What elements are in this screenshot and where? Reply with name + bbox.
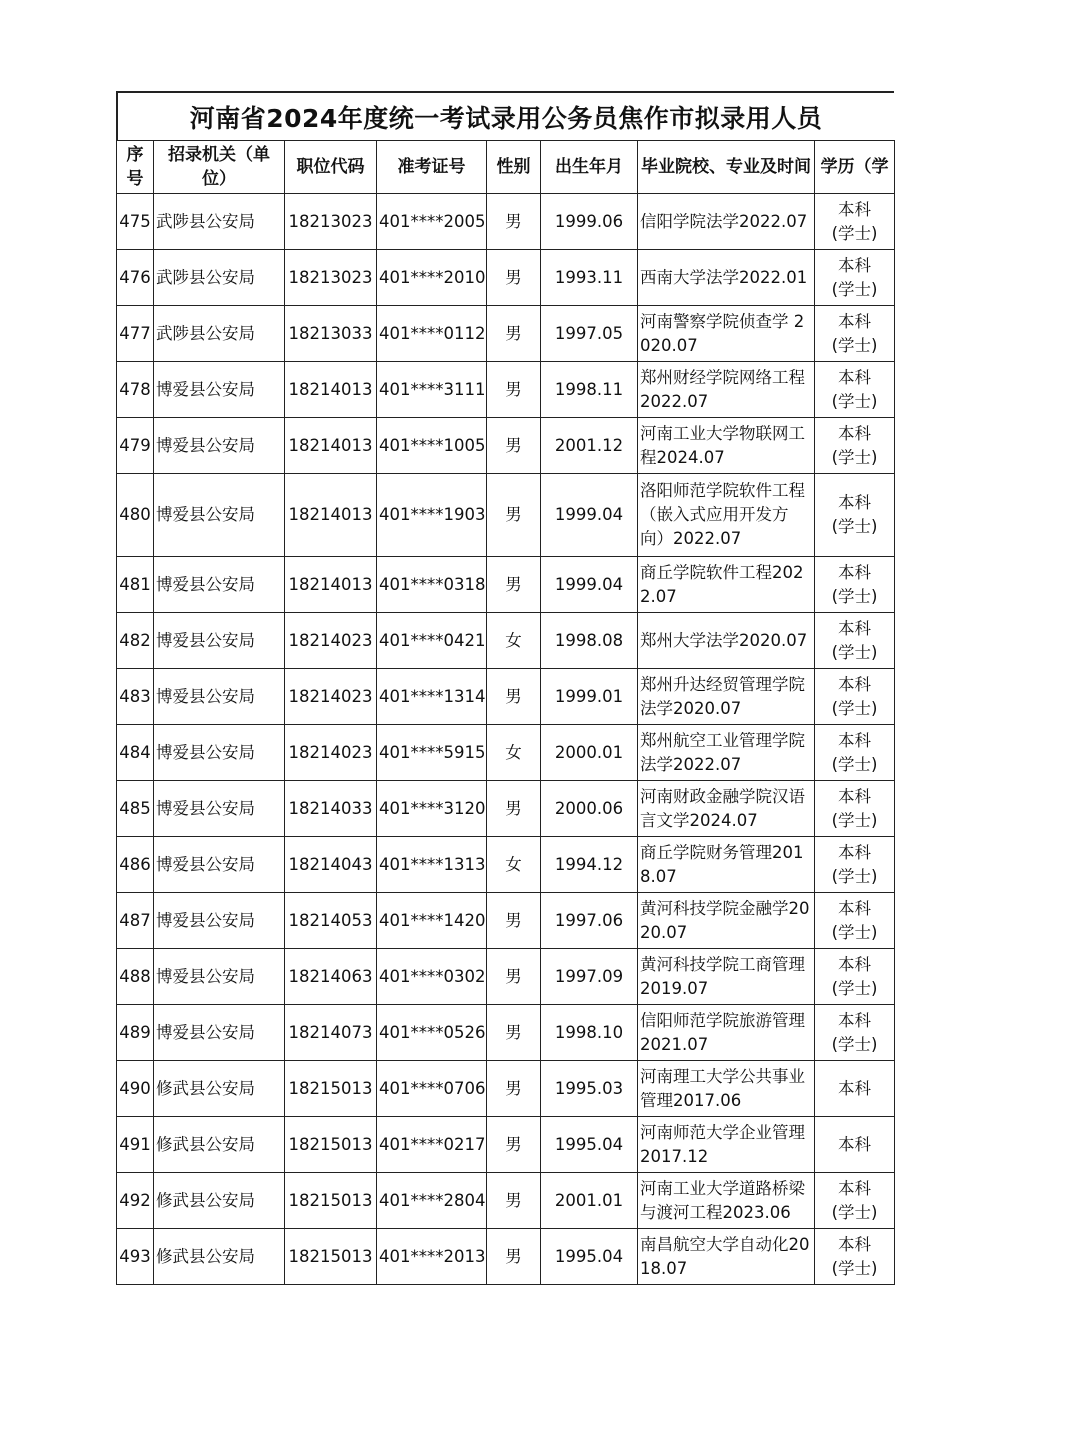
cell-gender: 男 xyxy=(487,949,541,1005)
header-row xyxy=(117,141,895,194)
cell-seq: 481 xyxy=(117,557,154,613)
cell-exam-id: 401****2804 xyxy=(377,1173,487,1229)
cell-agency: 修武县公安局 xyxy=(154,1061,285,1117)
cell-birth: 1997.05 xyxy=(541,306,638,362)
cell-education xyxy=(815,1117,895,1173)
table-body xyxy=(117,194,895,1285)
cell-seq: 476 xyxy=(117,250,154,306)
table-row xyxy=(117,725,895,781)
cell-birth: 1997.09 xyxy=(541,949,638,1005)
cell-gender: 男 xyxy=(487,418,541,474)
cell-birth: 1995.04 xyxy=(541,1117,638,1173)
cell-agency: 博爱县公安局 xyxy=(154,837,285,893)
cell-exam-id: 401****0421 xyxy=(377,613,487,669)
cell-seq: 484 xyxy=(117,725,154,781)
header-agency: 招录机关（单位） xyxy=(154,141,285,194)
cell-agency: 博爱县公安局 xyxy=(154,781,285,837)
cell-education xyxy=(815,781,895,837)
cell-seq: 486 xyxy=(117,837,154,893)
cell-seq: 482 xyxy=(117,613,154,669)
cell-education xyxy=(815,893,895,949)
cell-school: 西南大学法学2022.01 xyxy=(638,250,815,306)
cell-agency: 武陟县公安局 xyxy=(154,306,285,362)
cell-exam-id: 401****0706 xyxy=(377,1061,487,1117)
cell-school: 郑州航空工业管理学院法学2022.07 xyxy=(638,725,815,781)
cell-exam-id: 401****0112 xyxy=(377,306,487,362)
cell-school: 河南财政金融学院汉语言文学2024.07 xyxy=(638,781,815,837)
table-row xyxy=(117,1117,895,1173)
cell-gender: 男 xyxy=(487,250,541,306)
cell-code: 18214013 xyxy=(285,362,377,418)
cell-seq: 487 xyxy=(117,893,154,949)
cell-gender: 男 xyxy=(487,362,541,418)
cell-school: 河南理工大学公共事业管理2017.06 xyxy=(638,1061,815,1117)
cell-seq: 490 xyxy=(117,1061,154,1117)
cell-birth: 1998.08 xyxy=(541,613,638,669)
header-school: 毕业院校、专业及时间 xyxy=(638,141,815,194)
cell-code: 18213033 xyxy=(285,306,377,362)
header-code: 职位代码 xyxy=(285,141,377,194)
cell-gender: 男 xyxy=(487,1173,541,1229)
cell-birth: 2001.12 xyxy=(541,418,638,474)
cell-education xyxy=(815,557,895,613)
cell-education xyxy=(815,613,895,669)
table-row xyxy=(117,1229,895,1285)
cell-seq: 478 xyxy=(117,362,154,418)
cell-school: 信阳学院法学2022.07 xyxy=(638,194,815,250)
cell-gender: 男 xyxy=(487,474,541,557)
cell-code: 18213023 xyxy=(285,250,377,306)
cell-code: 18215013 xyxy=(285,1173,377,1229)
education-degree: 本科 xyxy=(838,898,871,918)
cell-gender: 男 xyxy=(487,194,541,250)
cell-birth: 1994.12 xyxy=(541,837,638,893)
cell-gender: 男 xyxy=(487,893,541,949)
cell-birth: 1993.11 xyxy=(541,250,638,306)
cell-school: 河南师范大学企业管理2017.12 xyxy=(638,1117,815,1173)
cell-code: 18213023 xyxy=(285,194,377,250)
cell-agency: 博爱县公安局 xyxy=(154,669,285,725)
cell-seq: 489 xyxy=(117,1005,154,1061)
cell-code: 18214023 xyxy=(285,669,377,725)
cell-education xyxy=(815,1173,895,1229)
cell-education xyxy=(815,669,895,725)
education-degree: 本科 xyxy=(838,423,871,443)
cell-school: 信阳师范学院旅游管理2021.07 xyxy=(638,1005,815,1061)
cell-school: 郑州升达经贸管理学院法学2020.07 xyxy=(638,669,815,725)
table-row xyxy=(117,194,895,250)
education-degree: 本科 xyxy=(838,618,871,638)
cell-agency: 博爱县公安局 xyxy=(154,1005,285,1061)
roster-sheet xyxy=(116,91,894,1285)
cell-education xyxy=(815,418,895,474)
cell-school: 黄河科技学院工商管理2019.07 xyxy=(638,949,815,1005)
table-row xyxy=(117,1005,895,1061)
cell-code: 18215013 xyxy=(285,1117,377,1173)
education-degree: 本科 xyxy=(838,1078,871,1098)
cell-birth: 1999.01 xyxy=(541,669,638,725)
cell-school: 河南工业大学物联网工程2024.07 xyxy=(638,418,815,474)
cell-agency: 博爱县公安局 xyxy=(154,557,285,613)
cell-exam-id: 401****1903 xyxy=(377,474,487,557)
cell-code: 18214023 xyxy=(285,725,377,781)
cell-school: 商丘学院软件工程2022.07 xyxy=(638,557,815,613)
cell-agency: 博爱县公安局 xyxy=(154,418,285,474)
education-title: (学士) xyxy=(831,922,878,942)
cell-seq: 477 xyxy=(117,306,154,362)
education-title: (学士) xyxy=(831,698,878,718)
table-row xyxy=(117,669,895,725)
education-degree: 本科 xyxy=(838,674,871,694)
cell-education xyxy=(815,1005,895,1061)
education-degree: 本科 xyxy=(838,1178,871,1198)
cell-agency: 武陟县公安局 xyxy=(154,194,285,250)
education-title: (学士) xyxy=(831,279,878,299)
cell-exam-id: 401****1420 xyxy=(377,893,487,949)
table-row xyxy=(117,306,895,362)
cell-birth: 1999.06 xyxy=(541,194,638,250)
cell-agency: 武陟县公安局 xyxy=(154,250,285,306)
education-degree: 本科 xyxy=(838,730,871,750)
cell-code: 18214073 xyxy=(285,1005,377,1061)
cell-school: 黄河科技学院金融学2020.07 xyxy=(638,893,815,949)
table-row xyxy=(117,250,895,306)
education-degree: 本科 xyxy=(838,1234,871,1254)
cell-exam-id: 401****1314 xyxy=(377,669,487,725)
cell-code: 18214013 xyxy=(285,418,377,474)
cell-birth: 1999.04 xyxy=(541,474,638,557)
education-title: (学士) xyxy=(831,1258,878,1278)
cell-birth: 1997.06 xyxy=(541,893,638,949)
cell-birth: 2000.01 xyxy=(541,725,638,781)
table-row xyxy=(117,474,895,557)
education-title: (学士) xyxy=(831,586,878,606)
cell-school: 河南警察学院侦查学 2020.07 xyxy=(638,306,815,362)
cell-education xyxy=(815,1061,895,1117)
cell-gender: 女 xyxy=(487,837,541,893)
cell-exam-id: 401****1313 xyxy=(377,837,487,893)
table-row xyxy=(117,1061,895,1117)
education-title: (学士) xyxy=(831,866,878,886)
cell-gender: 男 xyxy=(487,669,541,725)
header-education: 学历（学 xyxy=(815,141,895,194)
table-row xyxy=(117,1173,895,1229)
cell-exam-id: 401****2010 xyxy=(377,250,487,306)
cell-education xyxy=(815,837,895,893)
cell-code: 18214013 xyxy=(285,474,377,557)
cell-school: 洛阳师范学院软件工程（嵌入式应用开发方向）2022.07 xyxy=(638,474,815,557)
cell-birth: 1995.04 xyxy=(541,1229,638,1285)
cell-gender: 女 xyxy=(487,613,541,669)
education-degree: 本科 xyxy=(838,367,871,387)
cell-education xyxy=(815,362,895,418)
header-gender: 性别 xyxy=(487,141,541,194)
cell-exam-id: 401****0318 xyxy=(377,557,487,613)
education-degree: 本科 xyxy=(838,1134,871,1154)
cell-agency: 博爱县公安局 xyxy=(154,949,285,1005)
cell-exam-id: 401****0526 xyxy=(377,1005,487,1061)
header-birth: 出生年月 xyxy=(541,141,638,194)
cell-exam-id: 401****2005 xyxy=(377,194,487,250)
cell-education xyxy=(815,474,895,557)
cell-education xyxy=(815,194,895,250)
cell-agency: 修武县公安局 xyxy=(154,1229,285,1285)
cell-school: 商丘学院财务管理2018.07 xyxy=(638,837,815,893)
cell-gender: 男 xyxy=(487,557,541,613)
cell-education xyxy=(815,306,895,362)
table-row xyxy=(117,362,895,418)
education-degree: 本科 xyxy=(838,199,871,219)
education-title: (学士) xyxy=(831,223,878,243)
cell-seq: 475 xyxy=(117,194,154,250)
cell-seq: 479 xyxy=(117,418,154,474)
header-exam-id: 准考证号 xyxy=(377,141,487,194)
table-row xyxy=(117,837,895,893)
education-degree: 本科 xyxy=(838,786,871,806)
cell-agency: 修武县公安局 xyxy=(154,1117,285,1173)
cell-school: 郑州财经学院网络工程2022.07 xyxy=(638,362,815,418)
cell-exam-id: 401****5915 xyxy=(377,725,487,781)
cell-seq: 480 xyxy=(117,474,154,557)
cell-education xyxy=(815,250,895,306)
cell-code: 18214063 xyxy=(285,949,377,1005)
header-seq: 序号 xyxy=(117,141,154,194)
cell-code: 18214013 xyxy=(285,557,377,613)
cell-birth: 2001.01 xyxy=(541,1173,638,1229)
cell-birth: 1995.03 xyxy=(541,1061,638,1117)
cell-birth: 1999.04 xyxy=(541,557,638,613)
cell-birth: 2000.06 xyxy=(541,781,638,837)
page-title: 河南省2024年度统一考试录用公务员焦作市拟录用人员 xyxy=(116,91,894,140)
cell-exam-id: 401****0217 xyxy=(377,1117,487,1173)
education-degree: 本科 xyxy=(838,954,871,974)
cell-education xyxy=(815,949,895,1005)
cell-school: 南昌航空大学自动化2018.07 xyxy=(638,1229,815,1285)
cell-seq: 491 xyxy=(117,1117,154,1173)
cell-gender: 女 xyxy=(487,725,541,781)
cell-gender: 男 xyxy=(487,781,541,837)
cell-exam-id: 401****1005 xyxy=(377,418,487,474)
cell-seq: 488 xyxy=(117,949,154,1005)
table-row xyxy=(117,613,895,669)
cell-code: 18215013 xyxy=(285,1229,377,1285)
cell-education xyxy=(815,725,895,781)
cell-code: 18215013 xyxy=(285,1061,377,1117)
cell-birth: 1998.10 xyxy=(541,1005,638,1061)
education-degree: 本科 xyxy=(838,255,871,275)
cell-code: 18214043 xyxy=(285,837,377,893)
cell-gender: 男 xyxy=(487,1117,541,1173)
cell-agency: 博爱县公安局 xyxy=(154,362,285,418)
table-row xyxy=(117,949,895,1005)
education-title: (学士) xyxy=(831,335,878,355)
cell-agency: 博爱县公安局 xyxy=(154,474,285,557)
education-title: (学士) xyxy=(831,754,878,774)
table-row xyxy=(117,893,895,949)
cell-seq: 485 xyxy=(117,781,154,837)
cell-exam-id: 401****3111 xyxy=(377,362,487,418)
cell-exam-id: 401****0302 xyxy=(377,949,487,1005)
cell-code: 18214053 xyxy=(285,893,377,949)
cell-school: 河南工业大学道路桥梁与渡河工程2023.06 xyxy=(638,1173,815,1229)
cell-gender: 男 xyxy=(487,1229,541,1285)
education-title: (学士) xyxy=(831,447,878,467)
cell-agency: 博爱县公安局 xyxy=(154,725,285,781)
cell-exam-id: 401****3120 xyxy=(377,781,487,837)
cell-gender: 男 xyxy=(487,306,541,362)
cell-education xyxy=(815,1229,895,1285)
education-title: (学士) xyxy=(831,642,878,662)
cell-seq: 492 xyxy=(117,1173,154,1229)
education-title: (学士) xyxy=(831,517,878,536)
education-degree: 本科 xyxy=(838,311,871,331)
cell-seq: 493 xyxy=(117,1229,154,1285)
table-row xyxy=(117,557,895,613)
table-row xyxy=(117,418,895,474)
education-title: (学士) xyxy=(831,978,878,998)
cell-agency: 博爱县公安局 xyxy=(154,893,285,949)
education-degree: 本科 xyxy=(838,1010,871,1030)
cell-gender: 男 xyxy=(487,1005,541,1061)
education-title: (学士) xyxy=(831,1202,878,1222)
roster-table xyxy=(116,140,895,1285)
education-title: (学士) xyxy=(831,1034,878,1054)
cell-code: 18214023 xyxy=(285,613,377,669)
table-row xyxy=(117,781,895,837)
cell-gender: 男 xyxy=(487,1061,541,1117)
cell-school: 郑州大学法学2020.07 xyxy=(638,613,815,669)
cell-agency: 修武县公安局 xyxy=(154,1173,285,1229)
cell-code: 18214033 xyxy=(285,781,377,837)
cell-birth: 1998.11 xyxy=(541,362,638,418)
education-title: (学士) xyxy=(831,810,878,830)
cell-seq: 483 xyxy=(117,669,154,725)
education-title: (学士) xyxy=(831,391,878,411)
cell-exam-id: 401****2013 xyxy=(377,1229,487,1285)
education-degree: 本科 xyxy=(838,562,871,582)
education-degree: 本科 xyxy=(838,842,871,862)
cell-agency: 博爱县公安局 xyxy=(154,613,285,669)
education-degree: 本科 xyxy=(838,493,871,512)
